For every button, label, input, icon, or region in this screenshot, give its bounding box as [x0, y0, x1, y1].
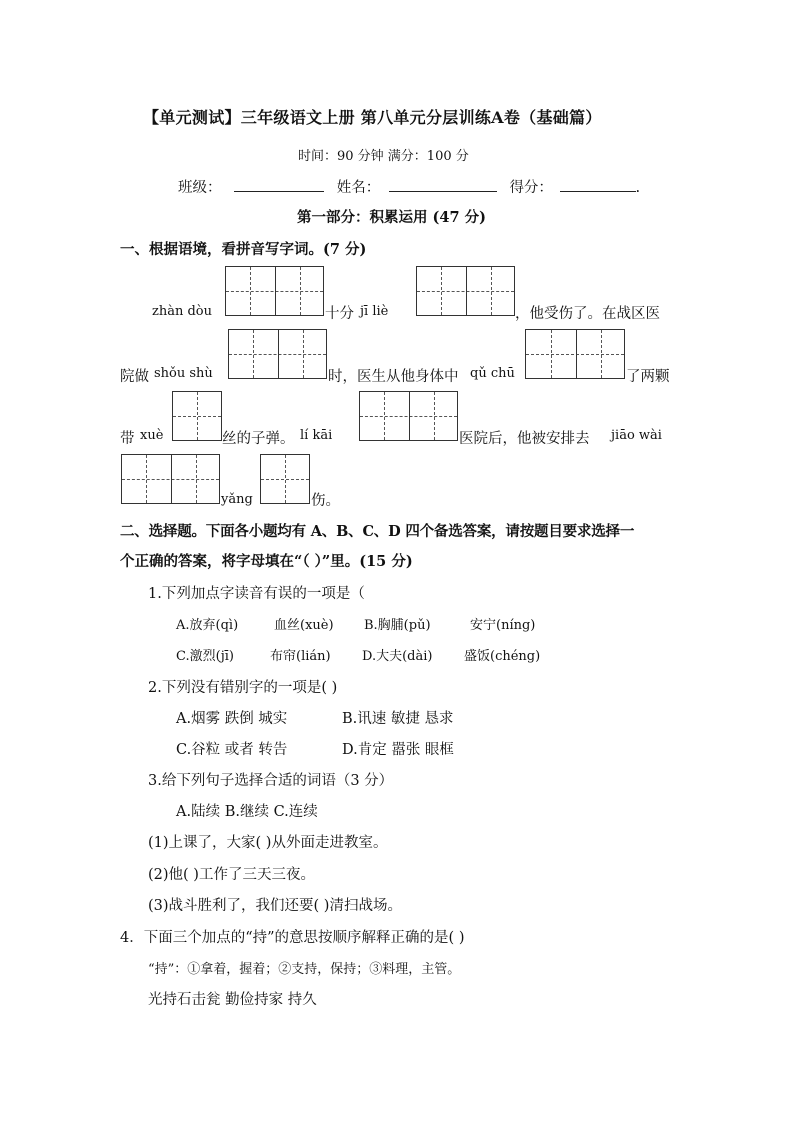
answer-grid-xue[interactable] — [172, 391, 222, 441]
text-line3-mid: 丝的子弹。 — [222, 431, 295, 447]
q2-2-option-c[interactable]: C.谷粒 或者 转告 — [176, 742, 288, 758]
text-shifen: 十分 — [325, 306, 354, 322]
q2-3-stem: 3.给下列句子选择合适的词语（3 分） — [148, 773, 394, 789]
q2-1-option-d2: 盛饭(chéng) — [464, 649, 541, 664]
q2-2-option-a[interactable]: A.烟雾 跌倒 城实 — [176, 711, 288, 727]
text-line4-end: 伤。 — [311, 493, 340, 509]
q2-1-option-d1[interactable]: D.大夫(dài) — [362, 649, 433, 664]
page-title: 【单元测试】三年级语文上册 第八单元分层训练A卷（基础篇） — [143, 108, 602, 127]
class-field[interactable] — [234, 177, 324, 192]
pinyin-likai: lí kāi — [300, 428, 333, 443]
part1-title: 第一部分：积累运用 (47 分) — [297, 209, 486, 226]
text-line2-end: 了两颗 — [626, 369, 670, 385]
answer-grid-yang[interactable] — [260, 454, 310, 504]
score-label: 得分： — [509, 180, 553, 196]
text-line3-end: 医院后，他被安排去 — [459, 431, 590, 447]
q2-1-option-b2: 安宁(níng) — [470, 618, 536, 633]
answer-grid-quchu[interactable] — [525, 329, 625, 379]
q2-1-stem: 1.下列加点字读音有误的一项是（ — [148, 586, 365, 602]
text-line2-mid: 时，医生从他身体中 — [328, 369, 459, 385]
q2-2-option-d[interactable]: D.肯定 嚣张 眼框 — [342, 742, 454, 758]
answer-grid-shoushu[interactable] — [228, 329, 327, 379]
end-mark: . — [635, 180, 641, 196]
q2-2-stem: 2.下列没有错别字的一项是( ) — [148, 680, 338, 696]
q2-heading-line2: 个正确的答案，将字母填在“（ ）”里。(15 分) — [120, 553, 413, 570]
answer-grid-jilie[interactable] — [416, 266, 515, 316]
q2-1-option-a2: 血丝(xuè) — [274, 618, 334, 633]
q2-2-option-b[interactable]: B.讯速 敏捷 恳求 — [342, 711, 454, 727]
q2-heading-line1: 二、选择题。下面各小题均有 A、B、C、D 四个备选答案，请按题目要求选择一 — [120, 523, 635, 540]
q2-4-stem: 4．下面三个加点的“持”的意思按顺序解释正确的是( ) — [120, 930, 465, 946]
text-yuanzuo: 院做 — [120, 369, 149, 385]
q2-3-sentence-3[interactable]: (3)战斗胜利了，我们还要( )清扫战场。 — [148, 898, 402, 914]
name-label: 姓名： — [336, 180, 381, 196]
time-score-info: 时间：90 分钟 满分：100 分 — [298, 149, 469, 164]
q1-heading: 一、根据语境，看拼音写字词。(7 分) — [120, 241, 367, 258]
pinyin-jilie: jī liè — [360, 304, 389, 319]
pinyin-jiaowai: jiāo wài — [611, 428, 662, 443]
q2-1-option-a1[interactable]: A.放弃(qì) — [176, 618, 239, 633]
q2-1-option-c2: 布帘(lián) — [270, 649, 331, 664]
pinyin-quchu: qǔ chū — [470, 366, 515, 381]
text-dai: 带 — [120, 431, 135, 447]
answer-grid-jiaowai[interactable] — [121, 454, 220, 504]
q2-4-meaning: “持”：①拿着，握着；②支持，保持；③料理，主管。 — [148, 962, 461, 977]
q2-4-words: 光持石击瓮 勤俭持家 持久 — [148, 992, 317, 1008]
q2-1-option-c1[interactable]: C.激烈(jī) — [176, 649, 234, 664]
answer-grid-zhandou[interactable] — [225, 266, 324, 316]
q2-3-sentence-1[interactable]: (1)上课了，大家( )从外面走进教室。 — [148, 835, 388, 851]
text-line1-end: ，他受伤了。在战区医 — [515, 306, 660, 322]
score-field[interactable] — [560, 177, 636, 192]
q2-3-sentence-2[interactable]: (2)他( )工作了三天三夜。 — [148, 867, 315, 883]
student-info-row — [178, 176, 640, 197]
pinyin-shoushu: shǒu shù — [154, 366, 213, 381]
name-field[interactable] — [389, 177, 497, 192]
pinyin-xue: xuè — [140, 428, 164, 443]
pinyin-zhandou: zhàn dòu — [152, 304, 212, 319]
class-label: 班级： — [178, 180, 222, 196]
q2-3-options: A.陆续 B.继续 C.连续 — [176, 804, 318, 820]
q2-1-option-b1[interactable]: B.胸脯(pǔ) — [364, 618, 431, 633]
answer-grid-likai[interactable] — [359, 391, 458, 441]
pinyin-yang: yǎng — [221, 492, 253, 507]
